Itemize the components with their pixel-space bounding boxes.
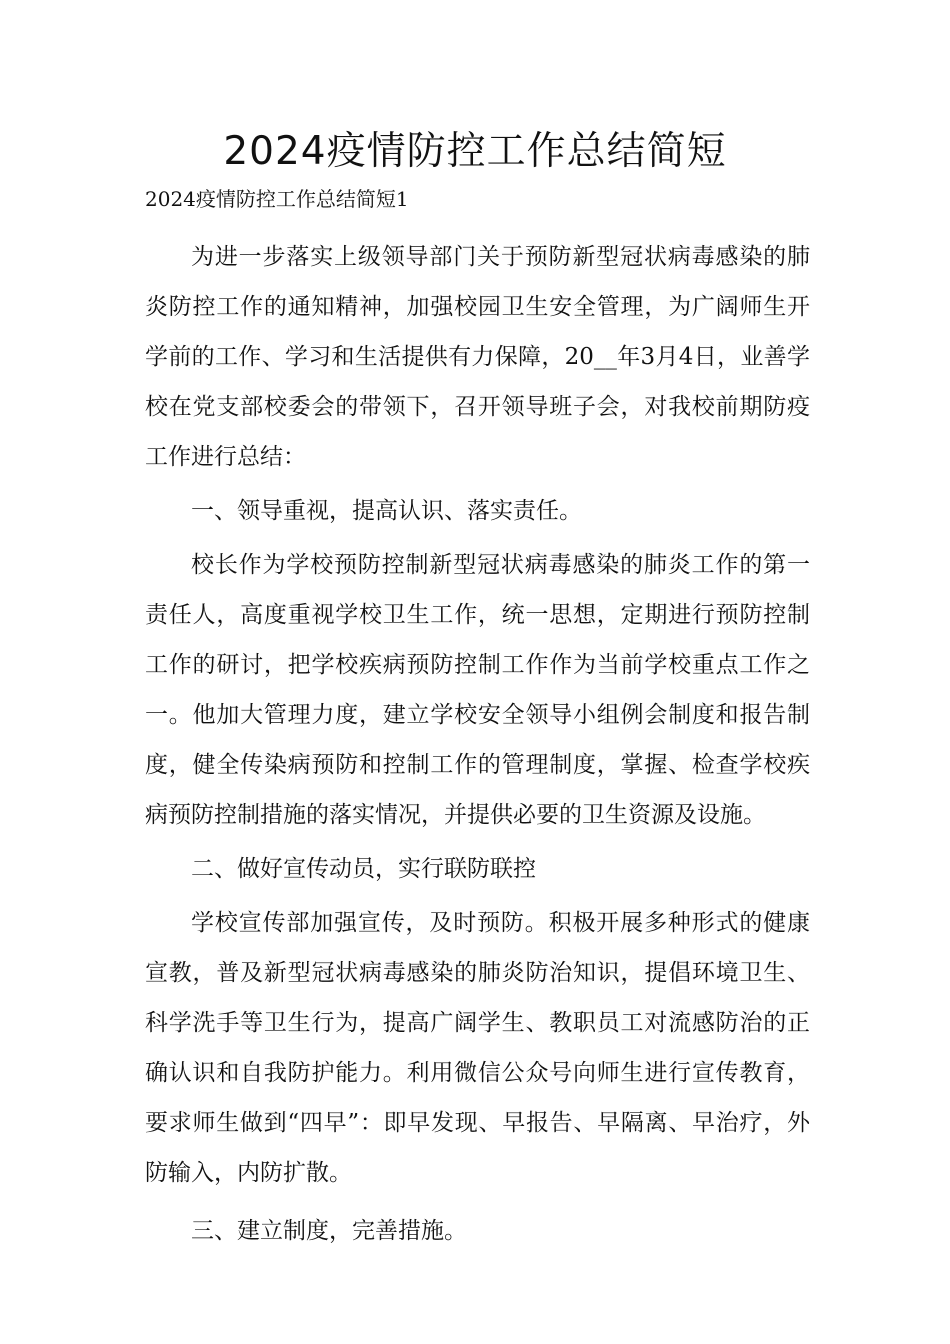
section-1-heading: 一、领导重视，提高认识、落实责任。 (191, 498, 582, 524)
section-2-heading: 二、做好宣传动员，实行联防联控 (191, 856, 536, 882)
section-1-paragraph: 校长作为学校预防控制新型冠状病毒感染的肺炎工作的第一责任人，高度重视学校卫生工作，统一思想，定期进行预防控制工作的研讨，把学校疾病预防控制工作作为当前学校重点工作之一。他加大管理力度，建立学校安全领导小组例会制度和报告制度，健全传染病预防和控制工作的管理制度，掌握、检查学校疾病预防控制措施的落实情况，并提供必要的卫生资源及设施。 (145, 552, 810, 828)
document-body (145, 232, 810, 1256)
section-3-heading: 三、建立制度，完善措施。 (191, 1218, 467, 1244)
section-2-paragraph: 学校宣传部加强宣传，及时预防。积极开展多种形式的健康宣教，普及新型冠状病毒感染的肺炎防治知识，提倡环境卫生、科学洗手等卫生行为，提高广阔学生、教职员工对流感防治的正确认识和自我防护能力。利用微信公众号向师生进行宣传教育，要求师生做到“四早”：即早发现、早报告、早隔离、早治疗，外防输入，内防扩散。 (145, 910, 810, 1186)
document-subtitle: 2024疫情防控工作总结简短1 (145, 187, 409, 211)
document-title: 2024疫情防控工作总结简短 (223, 129, 727, 174)
intro-paragraph: 为进一步落实上级领导部门关于预防新型冠状病毒感染的肺炎防控工作的通知精神，加强校园卫生安全管理，为广阔师生开学前的工作、学习和生活提供有力保障，20__年3月4日，业善学校在党支部校委会的带领下，召开领导班子会，对我校前期防疫工作进行总结： (145, 244, 810, 470)
